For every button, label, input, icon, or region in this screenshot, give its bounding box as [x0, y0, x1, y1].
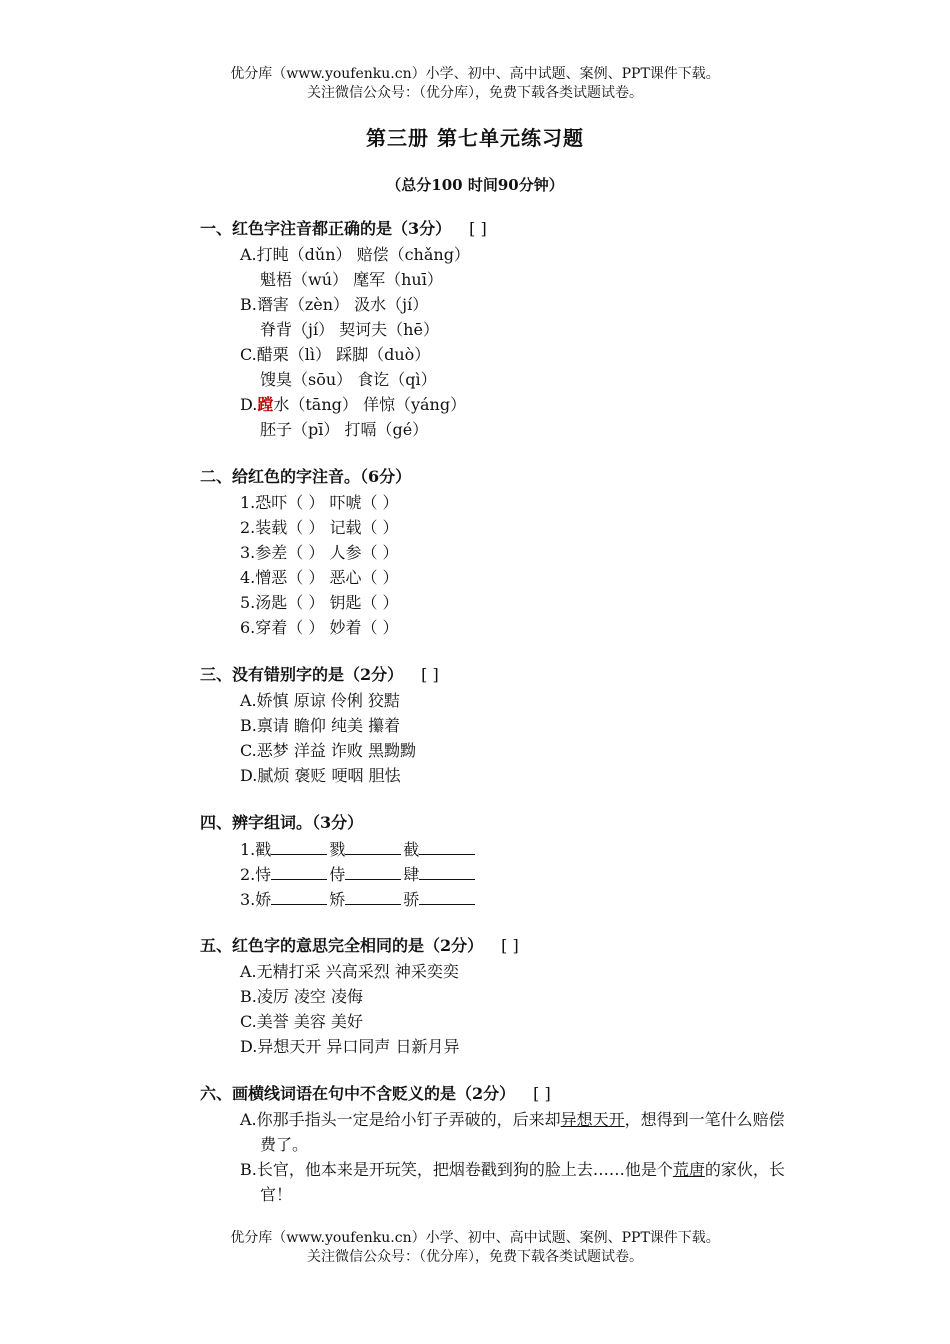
header-banner	[0, 65, 950, 103]
pinyin-item: 2.装载（ ） 记载（ ）	[240, 518, 399, 537]
char: 戮	[329, 840, 346, 859]
question-5	[200, 933, 800, 1059]
header-banner-line1: 优分库（www.youfenku.cn）小学、初中、高中试题、案例、PPT课件下载。	[230, 66, 720, 82]
answer-bracket: [ ]	[501, 936, 519, 955]
header-banner-line2: 关注微信公众号：（优分库），免费下载各类试题试卷。	[307, 85, 643, 101]
exercise-content	[200, 216, 800, 1229]
question-3	[200, 662, 800, 788]
char: 戳	[255, 840, 272, 859]
option-line: A.娇慎 原谅 伶俐 狡黠	[240, 691, 400, 710]
pinyin-item: 6.穿着（ ） 妙着（ ）	[240, 618, 399, 637]
option-line: 胚子（pī） 打嗝（gé）	[260, 420, 429, 439]
option-text: B.长官，他本来是开玩笑，把烟卷戳到狗的脸上去……他是个	[240, 1160, 673, 1179]
underlined-word: 异想天开	[560, 1110, 625, 1129]
option-prefix: D.	[240, 395, 258, 414]
char: 矫	[329, 890, 346, 909]
question-6	[200, 1081, 800, 1207]
option-line: D.异想天开 异口同声 日新月异	[240, 1037, 460, 1056]
option-line	[200, 392, 800, 417]
word-group-row	[200, 861, 800, 886]
question-4	[200, 810, 800, 911]
pinyin-item: 5.汤匙（ ） 钥匙（ ）	[240, 593, 399, 612]
option-line: B.禀请 瞻仰 纯美 攥着	[240, 716, 401, 735]
fill-blank[interactable]	[345, 886, 401, 905]
question-5-heading	[200, 933, 800, 959]
question-6-title: 六、画横线词语在句中不含贬义的是（2分）	[200, 1084, 516, 1103]
row-number: 2.	[240, 865, 256, 884]
option-text: A.你那手指头一定是给小钉子弄破的，后来却	[240, 1110, 561, 1129]
option-line: 馊臭（sōu） 食讫（qì）	[260, 370, 437, 389]
fill-blank[interactable]	[419, 886, 475, 905]
row-number: 1.	[240, 840, 256, 859]
fill-blank[interactable]	[419, 836, 475, 855]
question-2-heading: 二、给红色的字注音。（6分）	[200, 467, 412, 486]
word-group-row	[200, 886, 800, 911]
footer-banner-line2: 关注微信公众号：（优分库），免费下载各类试题试卷。	[307, 1249, 643, 1265]
option-line: 魁梧（wú） 麾军（huī）	[260, 270, 443, 289]
question-5-title: 五、红色字的意思完全相同的是（2分）	[200, 936, 484, 955]
row-number: 3.	[240, 890, 256, 909]
option-line: C.恶梦 洋益 诈败 黑黝黝	[240, 741, 417, 760]
footer-banner-line1: 优分库（www.youfenku.cn）小学、初中、高中试题、案例、PPT课件下载。	[230, 1230, 720, 1246]
answer-bracket: [ ]	[421, 665, 439, 684]
option-text: 的家伙，长官！	[260, 1160, 785, 1204]
pinyin-item: 1.恐吓（ ） 吓唬（ ）	[240, 493, 399, 512]
fill-blank[interactable]	[271, 836, 327, 855]
question-6-heading	[200, 1081, 800, 1107]
question-1-title: 一、红色字注音都正确的是（3分）	[200, 219, 452, 238]
option-text: 水（tāng） 佯惊（yáng）	[273, 395, 467, 414]
page-title: 第三册 第七单元练习题	[366, 126, 584, 150]
underlined-word: 荒唐	[672, 1160, 705, 1179]
page-subtitle: （总分100 时间90分钟）	[386, 176, 564, 194]
option-paragraph	[200, 1157, 800, 1207]
char: 娇	[255, 890, 272, 909]
option-line: A.打盹（dǔn） 赔偿（chǎng）	[240, 245, 470, 264]
option-paragraph	[200, 1107, 800, 1157]
option-line: B.凌厉 凌空 凌侮	[240, 987, 364, 1006]
red-character: 蹚	[257, 395, 274, 414]
option-line: D.腻烦 褒贬 哽咽 胆怯	[240, 766, 401, 785]
char: 侍	[329, 865, 346, 884]
fill-blank[interactable]	[271, 886, 327, 905]
fill-blank[interactable]	[345, 836, 401, 855]
option-line: 脊背（jí） 契诃夫（hē）	[260, 320, 439, 339]
fill-blank[interactable]	[345, 861, 401, 880]
fill-blank[interactable]	[271, 861, 327, 880]
char: 骄	[403, 890, 420, 909]
char: 肆	[403, 865, 420, 884]
option-line: C.美誉 美容 美好	[240, 1012, 363, 1031]
char: 截	[403, 840, 420, 859]
pinyin-item: 4.憎恶（ ） 恶心（ ）	[240, 568, 399, 587]
question-4-heading: 四、辨字组词。（3分）	[200, 813, 364, 832]
option-line: A.无精打采 兴高采烈 神采奕奕	[240, 962, 459, 981]
question-3-heading	[200, 662, 800, 688]
question-1	[200, 216, 800, 442]
option-text: ，想得到一笔什么赔偿费了。	[260, 1110, 785, 1154]
char: 恃	[255, 865, 272, 884]
option-line: B.谮害（zèn） 汲水（jí）	[240, 295, 429, 314]
question-2	[200, 464, 800, 640]
question-3-title: 三、没有错别字的是（2分）	[200, 665, 404, 684]
option-line: C.醋栗（lì） 踩脚（duò）	[240, 345, 431, 364]
pinyin-item: 3.参差（ ） 人参（ ）	[240, 543, 399, 562]
footer-banner	[0, 1229, 950, 1267]
question-1-heading	[200, 216, 800, 242]
answer-bracket: [ ]	[533, 1084, 551, 1103]
word-group-row	[200, 836, 800, 861]
fill-blank[interactable]	[419, 861, 475, 880]
answer-bracket: [ ]	[469, 219, 487, 238]
